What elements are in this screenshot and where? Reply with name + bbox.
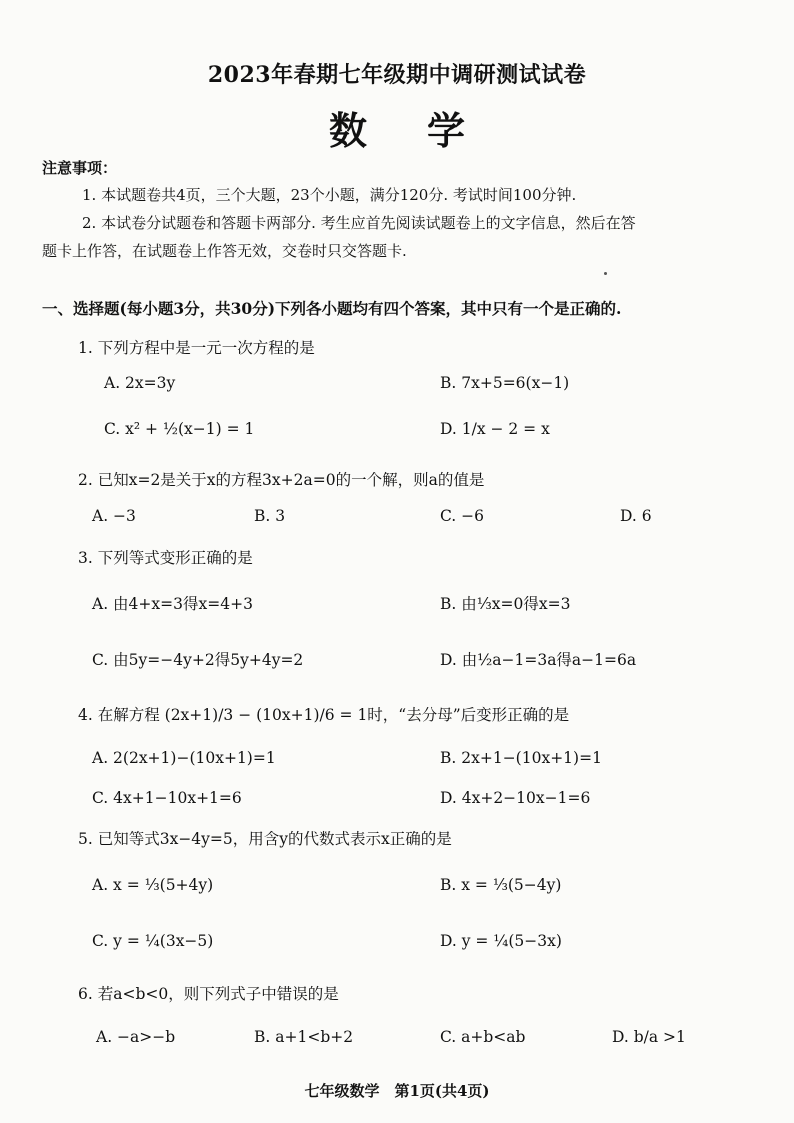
notice-heading: 注意事项： (42, 159, 118, 177)
notice-item-2-cont: 题卡上作答，在试题卷上作答无效，交卷时只交答题卡. (42, 242, 407, 260)
q2-option-a[interactable]: A. −3 (92, 507, 136, 525)
question-5: 5. 已知等式3x−4y=5，用含y的代数式表示x正确的是 (78, 830, 452, 848)
q1-option-d[interactable]: D. 1/x − 2 = x (440, 420, 550, 438)
q2-option-d[interactable]: D. 6 (620, 507, 652, 525)
q5-option-b[interactable]: B. x = ⅓(5−4y) (440, 876, 562, 894)
q5-option-c[interactable]: C. y = ¼(3x−5) (92, 932, 214, 950)
q1-option-a[interactable]: A. 2x=3y (104, 374, 176, 392)
notice-item-1: 1. 本试题卷共4页，三个大题，23个小题，满分120分. 考试时间100分钟. (82, 186, 577, 204)
q6-option-c[interactable]: C. a+b<ab (440, 1028, 526, 1046)
q6-option-a[interactable]: A. −a>−b (96, 1028, 176, 1046)
scan-dot (604, 272, 607, 275)
q2-option-b[interactable]: B. 3 (254, 507, 286, 525)
q6-option-b[interactable]: B. a+1<b+2 (254, 1028, 354, 1046)
notice-item-2: 2. 本试卷分试题卷和答题卡两部分. 考生应首先阅读试题卷上的文字信息，然后在答 (82, 214, 636, 232)
question-2: 2. 已知x=2是关于x的方程3x+2a=0的一个解，则a的值是 (78, 471, 485, 489)
q3-option-d[interactable]: D. 由½a−1=3a得a−1=6a (440, 651, 637, 669)
q1-option-b[interactable]: B. 7x+5=6(x−1) (440, 374, 570, 392)
q3-option-b[interactable]: B. 由⅓x=0得x=3 (440, 595, 571, 613)
q5-option-a[interactable]: A. x = ⅓(5+4y) (92, 876, 214, 894)
q3-option-c[interactable]: C. 由5y=−4y+2得5y+4y=2 (92, 651, 304, 669)
q2-option-c[interactable]: C. −6 (440, 507, 485, 525)
question-4: 4. 在解方程 (2x+1)/3 − (10x+1)/6 = 1时，“去分母”后变形正确的是 (78, 706, 570, 724)
q4-option-a[interactable]: A. 2(2x+1)−(10x+1)=1 (92, 749, 276, 767)
q4-option-b[interactable]: B. 2x+1−(10x+1)=1 (440, 749, 602, 767)
q4-option-d[interactable]: D. 4x+2−10x−1=6 (440, 789, 591, 807)
page-footer: 七年级数学 第1页(共4页) (304, 1082, 490, 1100)
question-6: 6. 若a<b<0，则下列式子中错误的是 (78, 985, 339, 1003)
q3-option-a[interactable]: A. 由4+x=3得x=4+3 (92, 595, 253, 613)
q4-option-c[interactable]: C. 4x+1−10x+1=6 (92, 789, 242, 807)
section-heading: 一、选择题(每小题3分，共30分)下列各小题均有四个答案，其中只有一个是正确的. (42, 299, 622, 318)
q5-option-d[interactable]: D. y = ¼(5−3x) (440, 932, 562, 950)
q6-option-d[interactable]: D. b/a >1 (612, 1028, 686, 1046)
exam-title: 2023年春期七年级期中调研测试试卷 (207, 62, 587, 88)
subject-title: 数学 (328, 108, 525, 153)
q1-option-c[interactable]: C. x² + ½(x−1) = 1 (104, 420, 255, 438)
question-3: 3. 下列等式变形正确的是 (78, 549, 253, 567)
question-1: 1. 下列方程中是一元一次方程的是 (78, 339, 315, 357)
